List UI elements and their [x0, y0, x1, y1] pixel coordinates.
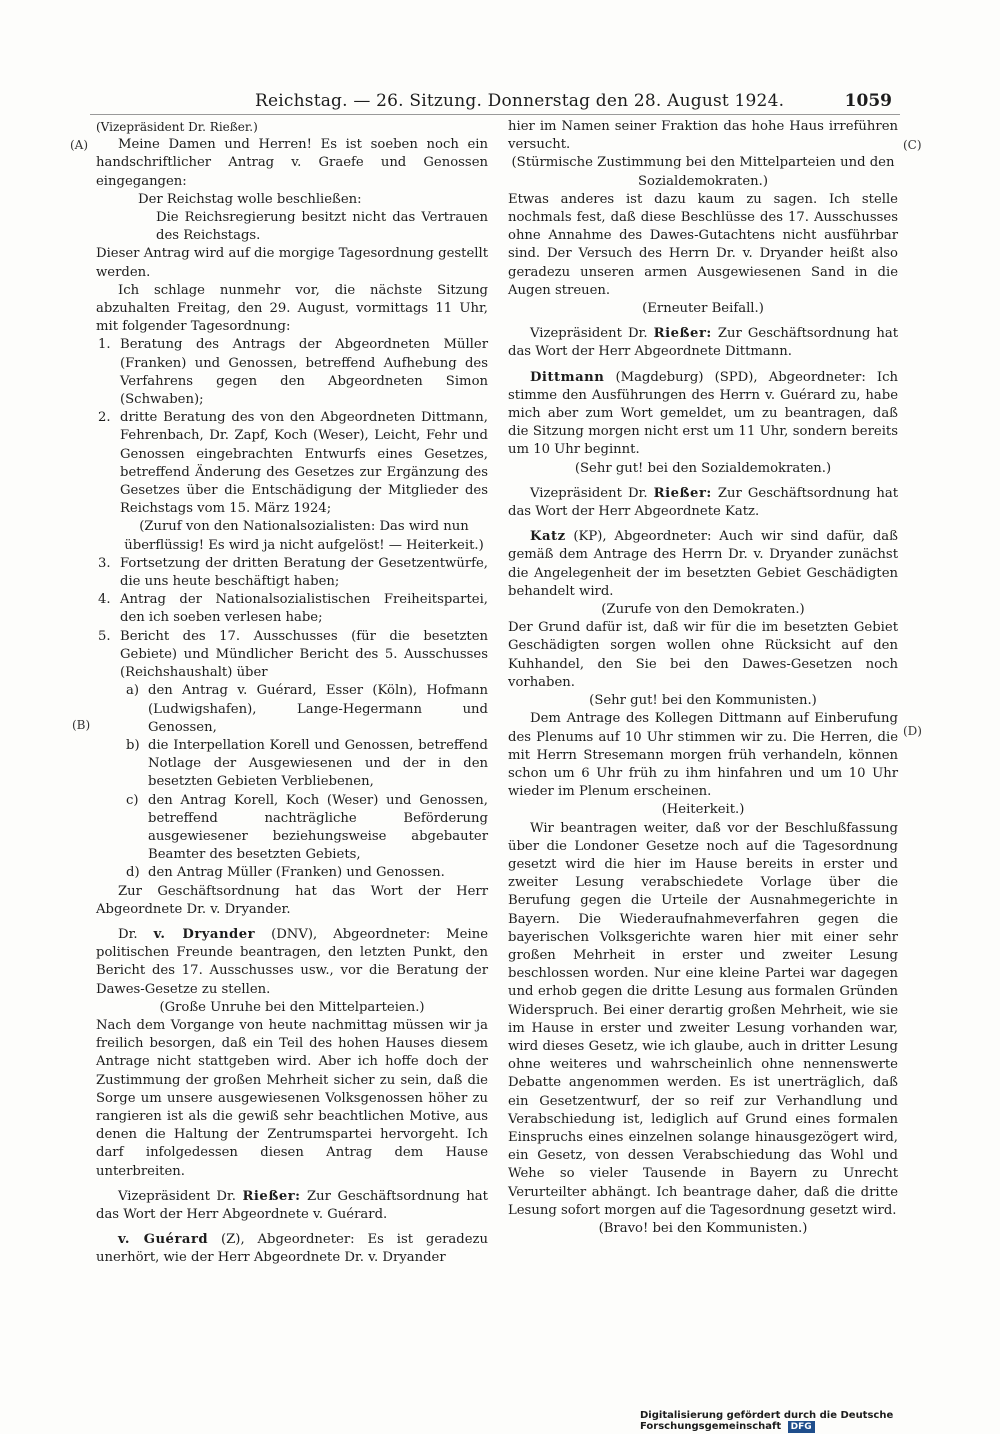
agenda-item — [96, 555, 488, 591]
agenda-subitem-letter: a) — [126, 683, 140, 699]
speech-katz — [508, 528, 898, 601]
paragraph: Der Reichstag wolle beschließen: — [138, 191, 362, 207]
speaker-name: v. Guérard — [118, 1232, 209, 1248]
speech-dittmann — [508, 369, 898, 460]
paragraph: Nach dem Vorgange von heute nachmittag müssen wir ja freilich besorgen, daß ein Teil des hohen Hauses diesem Antrage nicht stattgeben wird. Aber ich hoffe doch der Zustimmung der großen Mehrheit sicher zu sein, daß die Sorge um unsere ausgewiesenen Volksgenossen höher zu rangieren ist als die gewiß sehr beachtlichen Motive, aus denen die Haltung der Zentrumspartei hervorgeht. Ich darf infolgedessen diesen Antrag dem Hause unterbreiten. — [96, 1017, 488, 1179]
interjection: (Erneuter Beifall.) — [642, 301, 764, 317]
agenda-item — [96, 591, 488, 627]
interjection: (Stürmische Zustimmung bei den Mittelparteien und den Sozialdemokraten.) — [511, 155, 895, 189]
interjection: (Bravo! bei den Kommunisten.) — [598, 1220, 808, 1236]
speech-vizepraesident — [508, 485, 898, 521]
margin-mark-c: (C) — [903, 138, 922, 152]
speech-vizepraesident — [508, 325, 898, 361]
speaker-name: Katz — [530, 529, 566, 545]
speaker-name: Rießer: — [242, 1188, 301, 1204]
agenda-subitem — [96, 864, 488, 882]
speech-vizepraesident — [96, 1188, 488, 1224]
speech-guerard — [96, 1231, 488, 1267]
agenda-subitem-letter: b) — [126, 737, 140, 753]
interjection: (Zurufe von den Demokraten.) — [601, 602, 805, 618]
speaker-name: Dittmann — [530, 369, 605, 385]
speaker-name: v. Dryander — [153, 926, 256, 942]
footer-text: Digitalisierung gefördert durch die Deutsche Forschungsgemeinschaft — [640, 1410, 894, 1432]
speaker-title: Vizepräsident Dr. — [118, 1188, 236, 1204]
agenda-item — [96, 628, 488, 683]
speaker-title: Dr. — [118, 926, 138, 942]
speech-text: (DNV), Abgeordneter: Meine politischen Freunde beantragen, den letzten Punkt, den Bericht des 17. Ausschusses usw., vor die Beratung der Dawes-Gesetze zu stellen. — [96, 926, 488, 997]
agenda-item — [96, 336, 488, 409]
paragraph: Der Grund dafür ist, daß wir für die im besetzten Gebiet Geschädigten sorgen wollen ohne Rücksicht auf den Kuhhandel, den Sie bei den Dawes-Gesetzen noch vorhaben. — [508, 620, 898, 690]
interjection: (Zuruf von den Nationalsozialisten: Das wird nun überflüssig! Es wird ja nicht aufgelöst! — Heiterkeit.) — [124, 519, 484, 553]
agenda-item-text: Bericht des 17. Ausschusses (für die besetzten Gebiete) und Mündlicher Bericht des 5. Ausschusses (Reichshaushalt) über — [120, 628, 488, 681]
agenda-subitem — [96, 792, 488, 865]
agenda-subitem-letter: c) — [126, 792, 139, 808]
paragraph: Etwas anderes ist dazu kaum zu sagen. Ich stelle nochmals fest, daß diese Beschlüsse des 17. Ausschusses ohne Annahme des Dawes-Gutachtens nicht ausführbar sind. Der Versuch des Herrn Dr. v. Dryander heißt also geradezu unseren armen Ausgewiesenen Sand in die Augen streuen. — [508, 191, 898, 298]
paragraph: Ich schlage nunmehr vor, die nächste Sitzung abzuhalten Freitag, den 29. August, vormittags 11 Uhr, mit folgender Tagesordnung: — [96, 282, 488, 335]
dfg-logo-icon: DFG — [788, 1421, 815, 1433]
speaker-name: Rießer: — [653, 485, 712, 501]
paragraph: Wir beantragen weiter, daß vor der Beschlußfassung über die Londoner Gesetze noch auf die Tagesordnung gesetzt wird die hier im Hause bereits in erster und zweiter Lesung verabschiedete Vorlage über die Berufung gegen die Urteile der Ausnahmegerichte in Bayern. Die Wiederaufnahmeverfahren gegen die bayerischen Volksgerichte waren hier mit einer sehr großen Mehrheit in erster und zweiter Lesung beschlossen worden. Nur eine kleine Partei war dagegen und erhob gegen die dritte Lesung aus formalen Gründen Widerspruch. Bei einer derartig großen Mehrheit, wie sie im Hause in erster und zweiter Lesung vorhanden war, wird dieses Gesetz, wie ich glaube, auch in dritter Lesung ohne weiteres und wahrscheinlich ohne nennenswerte Debatte angenommen werden. Es ist unerträglich, daß ein Gesetzentwurf, der so reif zur Verhandlung und Verabschiedung ist, lediglich auf Grund eines formalen Einspruchs eines einzelnen solange hinausgezögert wird, ein Gesetz, von dessen Verabschiedung das Wohl und Wehe so vieler Tausende in Bayern zu Unrecht Verurteilter abhängt. Ich beantrage daher, daß die dritte Lesung sofort morgen auf die Tagesordnung gesetzt wird. — [508, 820, 898, 1218]
running-head: (Vizepräsident Dr. Rießer.) — [96, 120, 258, 134]
agenda-subitem — [96, 737, 488, 792]
agenda-item-number: 3. — [98, 555, 111, 571]
agenda-item-text: dritte Beratung des von den Abgeordneten Dittmann, Fehrenbach, Dr. Zapf, Koch (Weser), Leicht, Fehr und Genossen eingebrachten Entwurfs eines Gesetzes, betreffend Änderung des Gesetzes zur Ergänzung des Gesetzes über die Entschädigung der Mitglieder des Reichstags vom 15. März 1924; — [120, 410, 488, 517]
agenda-subitem-text: den Antrag Müller (Franken) und Genossen. — [148, 865, 445, 881]
speech-dryander — [96, 926, 488, 999]
agenda-item-number: 2. — [98, 410, 111, 426]
paragraph: hier im Namen seiner Fraktion das hohe Haus irreführen versucht. — [508, 119, 898, 153]
speaker-title: Vizepräsident Dr. — [530, 326, 648, 342]
speech-text: Zur Geschäftsordnung hat das Wort der Herr Abgeordnete Katz. — [508, 485, 898, 520]
speech-text: (Magdeburg) (SPD), Abgeordneter: Ich stimme den Ausführungen des Herrn v. Guérard zu, habe mich aber zum Wort gemeldet, um zu beantragen, daß die Sitzung morgen nicht erst um 11 Uhr, sondern bereits um 10 Uhr beginnt. — [508, 369, 898, 458]
page-header — [90, 88, 900, 115]
speech-text: (Z), Abgeordneter: Es ist geradezu unerhört, wie der Herr Abgeordnete Dr. v. Dryander — [96, 1232, 488, 1266]
interjection: (Heiterkeit.) — [661, 802, 745, 818]
margin-mark-b: (B) — [72, 718, 91, 732]
agenda-subitem-text: den Antrag v. Guérard, Esser (Köln), Hofmann (Ludwigshafen), Lange-Hegermann und Genossen, — [148, 683, 488, 735]
paragraph: Zur Geschäftsordnung hat das Wort der Herr Abgeordnete Dr. v. Dryander. — [96, 883, 488, 917]
agenda-item-number: 5. — [98, 628, 111, 644]
speech-text: (KP), Abgeordneter: Auch wir sind dafür, daß gemäß dem Antrage des Herrn Dr. v. Dryander zunächst die Angelegenheit der im besetzten Gebiet Geschädigten behandelt wird. — [508, 529, 898, 599]
paragraph: Dieser Antrag wird auf die morgige Tagesordnung gestellt werden. — [96, 246, 488, 280]
digitization-footer — [640, 1410, 998, 1433]
header-title: Reichstag. — 26. Sitzung. Donnerstag den 28. August 1924. — [255, 91, 785, 111]
agenda-item-text: Beratung des Antrags der Abgeordneten Müller (Franken) und Genossen, betreffend Aufhebung des Verfahrens gegen den Abgeordneten Simon (Schwaben); — [120, 337, 488, 408]
motion-text: Die Reichsregierung besitzt nicht das Vertrauen des Reichstags. — [156, 210, 488, 244]
agenda-item-number: 1. — [98, 337, 111, 353]
speaker-name: Rießer: — [653, 326, 712, 342]
right-column — [508, 118, 898, 1238]
paragraph: Meine Damen und Herren! Es ist soeben noch ein handschriftlicher Antrag v. Graefe und Genossen eingegangen: — [96, 137, 488, 189]
agenda-item-text: Antrag der Nationalsozialistischen Freiheitspartei, den ich soeben verlesen habe; — [120, 592, 488, 626]
agenda-subitem-text: den Antrag Korell, Koch (Weser) und Genossen, betreffend nachträgliche Beförderung ausgewiesener beziehungsweise abgebauter Beamter des besetzten Gebiets, — [148, 792, 488, 863]
speech-text: Zur Geschäftsordnung hat das Wort der Herr Abgeordnete v. Guérard. — [96, 1188, 488, 1222]
agenda-subitem-letter: d) — [126, 865, 140, 881]
agenda-subitem-text: die Interpellation Korell und Genossen, betreffend Notlage der Ausgewiesenen und der in den besetzten Gebieten Verbliebenen, — [148, 737, 488, 790]
agenda-item-number: 4. — [98, 592, 111, 608]
page-number: 1059 — [844, 91, 892, 111]
agenda-item — [96, 409, 488, 518]
interjection: (Sehr gut! bei den Sozialdemokraten.) — [574, 460, 832, 476]
agenda-item-text: Fortsetzung der dritten Beratung der Gesetzentwürfe, die uns heute beschäftigt haben; — [120, 555, 488, 590]
speech-text: Zur Geschäftsordnung hat das Wort der Herr Abgeordnete Dittmann. — [508, 326, 898, 360]
paragraph: Dem Antrage des Kollegen Dittmann auf Einberufung des Plenums auf 10 Uhr stimmen wir zu. Die Herren, die mit Herrn Stresemann morgen früh verhandeln, können schon um 6 Uhr früh zu ihm hinfahren und um 10 Uhr wieder im Plenum erscheinen. — [508, 711, 898, 800]
margin-mark-a: (A) — [70, 138, 89, 152]
speaker-title: Vizepräsident Dr. — [530, 485, 648, 501]
left-column — [96, 118, 488, 1268]
interjection: (Sehr gut! bei den Kommunisten.) — [589, 693, 817, 709]
margin-mark-d: (D) — [903, 724, 922, 738]
interjection: (Große Unruhe bei den Mittelparteien.) — [159, 999, 425, 1015]
agenda-subitem — [96, 682, 488, 737]
